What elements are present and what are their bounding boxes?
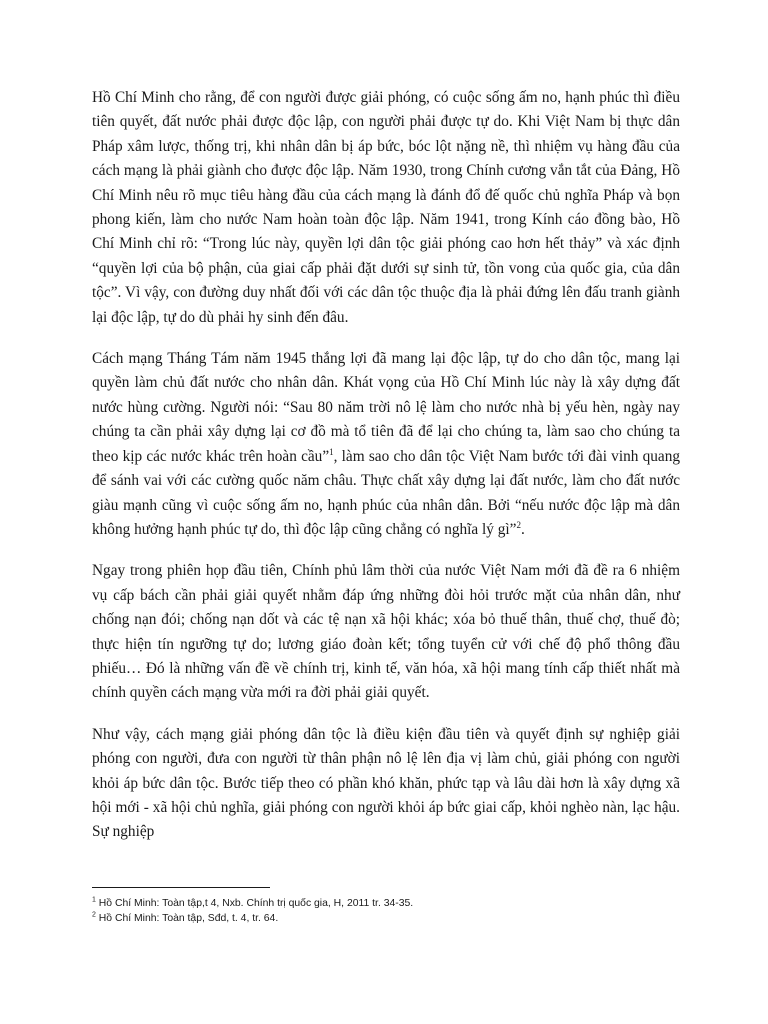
paragraph-4 — [92, 723, 680, 845]
paragraph-1-text: Hồ Chí Minh cho rằng, để con người được giải phóng, có cuộc sống ấm no, hạnh phúc thì điều tiên quyết, đất nước phải được độc lập, con người phải được tự do. Khi Việt Nam bị thực dân Pháp xâm lược, thống trị, khi nhân dân bị áp bức, bóc lột nặng nề, thì nhiệm vụ hàng đầu của cách mạng là phải giành cho được độc lập. Năm 1930, trong Chính cương vắn tắt của Đảng, Hồ Chí Minh nêu rõ mục tiêu hàng đầu của cách mạng là đánh đổ đế quốc chủ nghĩa Pháp và bọn phong kiến, làm cho nước Nam hoàn toàn độc lập. Năm 1941, trong Kính cáo đồng bào, Hồ Chí Minh chỉ rõ: “Trong lúc này, quyền lợi dân tộc giải phóng cao hơn hết thảy” và xác định “quyền lợi của bộ phận, của giai cấp phải đặt dưới sự sinh tử, tồn vong của quốc gia, của dân tộc”. Vì vậy, con đường duy nhất đối với các dân tộc thuộc địa là phải đứng lên đấu tranh giành lại độc lập, tự do dù phải hy sinh đến đâu. — [92, 89, 680, 326]
footnote-ref-2[interactable]: 2 — [516, 519, 521, 530]
footnote-ref-1[interactable]: 1 — [329, 446, 334, 457]
footnote-1-text: Hồ Chí Minh: Toàn tập,t 4, Nxb. Chính trị quốc gia, H, 2011 tr. 34-35. — [95, 898, 414, 909]
footnote-1 — [92, 896, 682, 911]
paragraph-3-text: Ngay trong phiên họp đầu tiên, Chính phủ lâm thời của nước Việt Nam mới đã đề ra 6 nhiệm vụ cấp bách cần phải giải quyết nhằm đáp ứng những đòi hỏi trước mặt của nhân dân, như chống nạn đói; chống nạn dốt và các tệ nạn xã hội khác; xóa bỏ thuế thân, thuế chợ, thuế đò; thực hiện tín ngưỡng tự do; lương giáo đoàn kết; tổng tuyển cử với chế độ phổ thông đầu phiếu… Đó là những vấn đề về chính trị, kinh tế, văn hóa, xã hội mang tính cấp thiết nhất mà chính quyền cách mạng vừa mới ra đời phải giải quyết. — [92, 562, 680, 702]
footnote-2 — [92, 911, 682, 926]
paragraph-2 — [92, 347, 680, 542]
paragraph-4-text: Như vậy, cách mạng giải phóng dân tộc là điều kiện đầu tiên và quyết định sự nghiệp giải phóng con người, đưa con người từ thân phận nô lệ lên địa vị làm chủ, giải phóng con người khỏi áp bức dân tộc. Bước tiếp theo có phần khó khăn, phức tạp và lâu dài hơn là xây dựng xã hội mới - xã hội chủ nghĩa, giải phóng con người khỏi áp bức giai cấp, khỏi nghèo nàn, lạc hậu. Sự nghiệp — [92, 725, 680, 841]
paragraph-2-text-c: . — [520, 520, 525, 538]
paragraph-1 — [92, 86, 680, 330]
footnote-separator — [92, 887, 270, 888]
footnotes-section — [92, 887, 682, 926]
footnote-mark-2: 2 — [92, 911, 96, 919]
footnote-2-text: Hồ Chí Minh: Toàn tập, Sđd, t. 4, tr. 64. — [95, 913, 279, 924]
paragraph-2-text-a: Cách mạng Tháng Tám năm 1945 thắng lợi đã mang lại độc lập, tự do cho dân tộc, mang lại quyền làm chủ đất nước cho nhân dân. Khát vọng của Hồ Chí Minh lúc này là xây dựng đất nước hùng cường. Người nói: “Sau 80 năm trời nô lệ làm cho nước nhà bị yếu hèn, ngày nay chúng ta cần phải xây dựng lại cơ đồ mà tổ tiên đã để lại cho chúng ta, làm sao cho chúng ta theo kịp các nước khác trên hoàn cầu” — [92, 350, 680, 465]
paragraph-3 — [92, 559, 680, 705]
paragraph-2-text-b: , làm sao cho dân tộc Việt Nam bước tới đài vinh quang để sánh vai với các cường quốc năm châu. Thực chất xây dựng lại đất nước, làm cho đất nước giàu mạnh cũng vì cuộc sống ấm no, hạnh phúc của nhân dân. Bởi “nếu nước độc lập mà dân không hưởng hạnh phúc tự do, thì độc lập cũng chẳng có nghĩa lý gì” — [92, 447, 680, 538]
footnote-mark-1: 1 — [92, 896, 96, 904]
